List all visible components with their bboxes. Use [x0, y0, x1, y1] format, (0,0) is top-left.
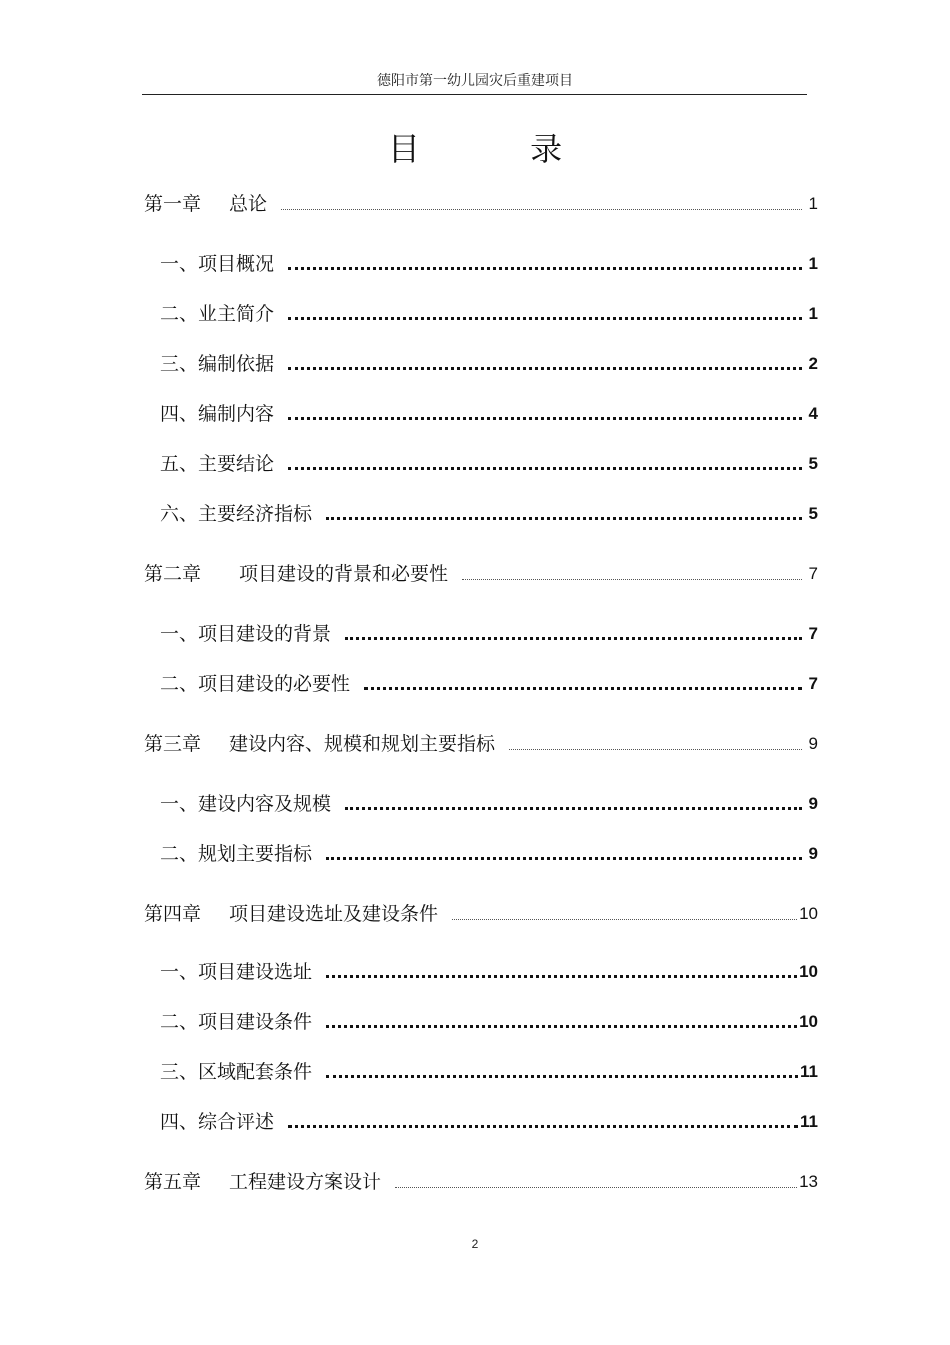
- toc-section-entry[interactable]: [160, 616, 818, 646]
- toc-entry-number: 五、: [160, 453, 199, 475]
- dot-leader: [326, 975, 797, 978]
- dot-leader: [326, 1025, 797, 1028]
- toc-entry-number: 第一章: [144, 193, 202, 215]
- dot-leader: [326, 517, 802, 520]
- dot-leader: [452, 919, 797, 920]
- toc-entry-page: 11: [800, 1062, 818, 1081]
- toc-section-entry[interactable]: [160, 954, 818, 984]
- toc-section-entry[interactable]: [160, 496, 818, 526]
- toc-entry-page: 5: [808, 504, 818, 523]
- toc-entry-title: 主要经济指标: [198, 503, 313, 525]
- toc-section-entry[interactable]: [160, 1004, 818, 1034]
- toc-entry-number: 一、: [160, 623, 199, 645]
- dot-leader: [288, 467, 802, 470]
- toc-entry-title: 综合评述: [198, 1111, 275, 1133]
- toc-entry-title: 建设内容及规模: [198, 793, 332, 815]
- toc-entry-number: 四、: [160, 403, 199, 425]
- toc-entry-title: 项目建设选址及建设条件: [229, 903, 439, 925]
- toc-chapter-entry[interactable]: [144, 186, 818, 216]
- dot-leader: [364, 687, 802, 690]
- toc-entry-page: 5: [808, 454, 818, 473]
- toc-entry-number: 三、: [160, 353, 199, 375]
- dot-leader: [288, 317, 802, 320]
- toc-entry-page: 4: [808, 404, 818, 423]
- toc-entry-title: 项目建设的背景和必要性: [239, 563, 449, 585]
- dot-leader: [326, 857, 802, 860]
- toc-entry-number: 三、: [160, 1061, 199, 1083]
- toc-entry-number: 二、: [160, 843, 199, 865]
- toc-entry-number: 第五章: [144, 1171, 202, 1193]
- dot-leader: [288, 417, 802, 420]
- dot-leader: [509, 749, 802, 750]
- toc-entry-title: 编制内容: [198, 403, 275, 425]
- toc-entry-page: 7: [808, 564, 818, 583]
- toc-entry-page: 9: [808, 844, 818, 863]
- toc-chapter-entry[interactable]: [144, 1164, 818, 1194]
- toc-section-entry[interactable]: [160, 666, 818, 696]
- toc-section-entry[interactable]: [160, 1054, 818, 1084]
- toc-entry-number: 四、: [160, 1111, 199, 1133]
- dot-leader: [345, 807, 802, 810]
- toc-entry-number: 六、: [160, 503, 199, 525]
- toc-entry-title: 项目建设的必要性: [198, 673, 351, 695]
- toc-entry-number: 第三章: [144, 733, 202, 755]
- toc-entry-number: 二、: [160, 1011, 199, 1033]
- toc-section-entry[interactable]: [160, 296, 818, 326]
- toc-entry-number: 第四章: [144, 903, 202, 925]
- toc-section-entry[interactable]: [160, 346, 818, 376]
- toc-title: 目 录: [387, 130, 613, 168]
- toc-entry-title: 编制依据: [198, 353, 275, 375]
- toc-entry-page: 10: [799, 904, 818, 923]
- toc-entry-number: 第二章: [144, 563, 202, 585]
- toc-section-entry[interactable]: [160, 396, 818, 426]
- toc-section-entry[interactable]: [160, 246, 818, 276]
- toc-entry-page: 7: [808, 624, 818, 643]
- dot-leader: [345, 637, 802, 640]
- toc-entry-title: 业主简介: [198, 303, 275, 325]
- dot-leader: [395, 1187, 797, 1188]
- toc-entry-title: 建设内容、规模和规划主要指标: [229, 733, 496, 755]
- dot-leader: [326, 1075, 798, 1078]
- toc-entry-page: 1: [808, 254, 818, 273]
- toc-entry-page: 1: [808, 304, 818, 323]
- toc-entry-number: 二、: [160, 673, 199, 695]
- dot-leader: [288, 1125, 798, 1128]
- dot-leader: [288, 367, 802, 370]
- toc-entry-number: 一、: [160, 961, 199, 983]
- toc-entry-title: 项目概况: [198, 253, 275, 275]
- toc-entry-page: 11: [800, 1112, 818, 1131]
- toc-entry-title: 项目建设条件: [198, 1011, 313, 1033]
- toc-section-entry[interactable]: [160, 786, 818, 816]
- toc-entry-title: 主要结论: [198, 453, 275, 475]
- toc-entry-number: 一、: [160, 253, 199, 275]
- toc-entry-page: 1: [808, 194, 818, 213]
- toc-section-entry[interactable]: [160, 836, 818, 866]
- toc-chapter-entry[interactable]: [144, 556, 818, 586]
- running-header: 德阳市第一幼儿园灾后重建项目: [377, 73, 573, 89]
- toc-entry-page: 10: [799, 962, 818, 981]
- toc-entry-title: 规划主要指标: [198, 843, 313, 865]
- toc-section-entry[interactable]: [160, 1104, 818, 1134]
- toc-entry-page: 9: [808, 794, 818, 813]
- toc-section-entry[interactable]: [160, 446, 818, 476]
- dot-leader: [281, 209, 802, 210]
- toc-entry-page: 7: [808, 674, 818, 693]
- dot-leader: [462, 579, 802, 580]
- toc-chapter-entry[interactable]: [144, 726, 818, 756]
- toc-entry-title: 工程建设方案设计: [229, 1171, 382, 1193]
- toc-entry-page: 9: [808, 734, 818, 753]
- header-divider: [142, 94, 807, 95]
- toc-entry-page: 10: [799, 1012, 818, 1031]
- toc-entry-title: 项目建设的背景: [198, 623, 332, 645]
- toc-entry-title: 项目建设选址: [198, 961, 313, 983]
- toc-entry-title: 总论: [229, 193, 268, 215]
- dot-leader: [288, 267, 802, 270]
- toc-entry-page: 2: [808, 354, 818, 373]
- toc-chapter-entry[interactable]: [144, 896, 818, 926]
- page-number: 2: [471, 1237, 479, 1251]
- toc-entry-page: 13: [799, 1172, 818, 1191]
- toc-entry-title: 区域配套条件: [198, 1061, 313, 1083]
- toc-entry-number: 一、: [160, 793, 199, 815]
- toc-entry-number: 二、: [160, 303, 199, 325]
